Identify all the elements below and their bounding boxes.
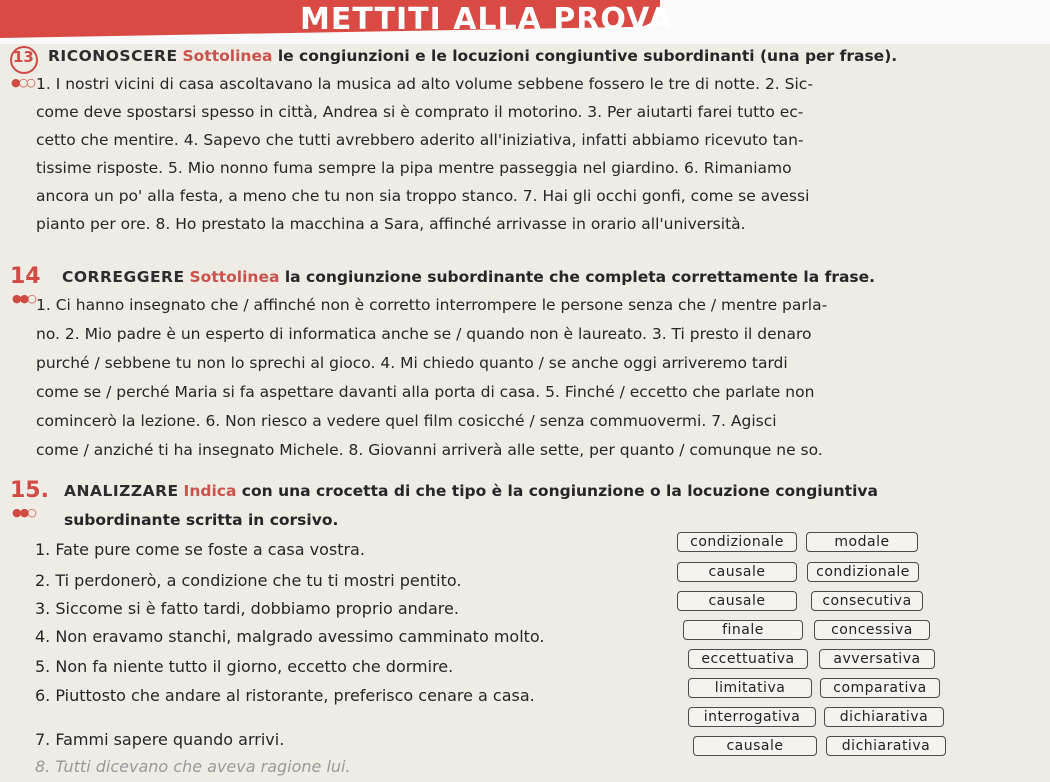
exercise-heading — [62, 263, 1042, 291]
text-line: come se / perché Maria si fa aspettare davanti alla porta di casa. 5. Finché / eccetto che parlate non — [36, 383, 815, 401]
banner-title: METTITI ALLA PROVA — [300, 2, 673, 37]
exercise-number: 14 — [10, 264, 41, 289]
option-checkbox[interactable]: limitativa — [688, 678, 812, 698]
text-line: 1. I nostri vicini di casa ascoltavano la musica ad alto volume sebbene fossero le tre di notte. 2. Sic- — [36, 75, 813, 93]
exercise-instruction-cont: subordinante scritta in corsivo. — [64, 511, 339, 529]
difficulty-dots: ●○○ — [11, 76, 34, 89]
text-line: comincerò la lezione. 6. Non riesco a vedere quel film cosicché / senza commuovermi. 7. Agisci — [36, 412, 777, 430]
difficulty-dots: ●●○ — [12, 506, 35, 519]
text-line: 1. Ci hanno insegnato che / affinché non è corretto interrompere le persone senza che / mentre parla- — [36, 296, 828, 314]
text-line: tissime risposte. 5. Mio nonno fuma sempre la pipa mentre passeggia nel giardino. 6. Rimaniamo — [36, 159, 792, 177]
exercise-instruction: con una crocetta di che tipo è la congiunzione o la locuzione congiuntiva — [236, 482, 878, 500]
exercise-text — [36, 70, 1046, 238]
exercise-verb: Indica — [183, 482, 237, 500]
exercise-number: 15. — [10, 478, 49, 503]
option-checkbox[interactable]: causale — [677, 562, 797, 582]
exercise-instruction: le congiunzioni e le locuzioni congiuntive subordinanti (una per frase). — [272, 47, 898, 65]
question-row: 4. Non eravamo stanchi, malgrado avessimo camminato molto. — [35, 627, 545, 646]
question-row: 7. Fammi sapere quando arrivi. — [35, 730, 285, 749]
option-checkbox[interactable]: condizionale — [807, 562, 919, 582]
option-checkbox[interactable]: avversativa — [819, 649, 935, 669]
text-line: purché / sebbene tu non lo sprechi al gioco. 4. Mi chiedo quanto / se anche oggi arriveremo tardi — [36, 354, 788, 372]
question-row: 8. Tutti dicevano che aveva ragione lui. — [35, 757, 351, 776]
option-checkbox[interactable]: condizionale — [677, 532, 797, 552]
question-row: 3. Siccome si è fatto tardi, dobbiamo proprio andare. — [35, 599, 459, 618]
exercise-heading — [48, 42, 1048, 70]
exercise-heading — [64, 477, 1044, 505]
text-line: pianto per ore. 8. Ho prestato la macchina a Sara, affinché arrivasse in orario all'università. — [36, 215, 746, 233]
question-row: 5. Non fa niente tutto il giorno, eccetto che dormire. — [35, 657, 454, 676]
exercise-number: 13 — [13, 48, 34, 66]
exercise-instruction: la congiunzione subordinante che completa correttamente la frase. — [279, 268, 876, 286]
text-line: come deve spostarsi spesso in città, Andrea si è comprato il motorino. 3. Per aiutarti farei tutto ec- — [36, 103, 804, 121]
exercise-text — [36, 291, 1046, 465]
question-row: 6. Piuttosto che andare al ristorante, preferisco cenare a casa. — [35, 686, 535, 705]
question-row: 1. Fate pure come se foste a casa vostra. — [35, 540, 365, 559]
text-line: ancora un po' alla festa, a meno che tu non sia troppo stanco. 7. Hai gli occhi gonfi, come se avessi — [36, 187, 810, 205]
option-checkbox[interactable]: interrogativa — [688, 707, 816, 727]
text-line: come / anziché ti ha insegnato Michele. 8. Giovanni arriverà alle sette, per quanto / comunque ne so. — [36, 441, 823, 459]
exercise-keyword: RICONOSCERE — [48, 47, 178, 65]
exercise-verb: Sottolinea — [189, 268, 280, 286]
difficulty-dots: ●●○ — [12, 292, 35, 305]
option-checkbox[interactable]: concessiva — [814, 620, 930, 640]
option-checkbox[interactable]: dichiarativa — [826, 736, 946, 756]
option-checkbox[interactable]: consecutiva — [811, 591, 923, 611]
option-checkbox[interactable]: comparativa — [820, 678, 940, 698]
option-checkbox[interactable]: eccettuativa — [688, 649, 808, 669]
option-checkbox[interactable]: dichiarativa — [824, 707, 944, 727]
question-row: 2. Ti perdonerò, a condizione che tu ti mostri pentito. — [35, 571, 462, 590]
header-banner — [0, 0, 1050, 44]
text-line: no. 2. Mio padre è un esperto di informatica anche se / quando non è laureato. 3. Ti presto il denaro — [36, 325, 812, 343]
option-checkbox[interactable]: modale — [806, 532, 918, 552]
option-checkbox[interactable]: causale — [693, 736, 817, 756]
exercise-verb: Sottolinea — [182, 47, 273, 65]
exercise-keyword: ANALIZZARE — [64, 482, 179, 500]
option-checkbox[interactable]: finale — [683, 620, 803, 640]
text-line: cetto che mentire. 4. Sapevo che tutti avrebbero aderito all'iniziativa, infatti abbiamo ricevuto tan- — [36, 131, 804, 149]
exercise-keyword: CORREGGERE — [62, 268, 185, 286]
option-checkbox[interactable]: causale — [677, 591, 797, 611]
